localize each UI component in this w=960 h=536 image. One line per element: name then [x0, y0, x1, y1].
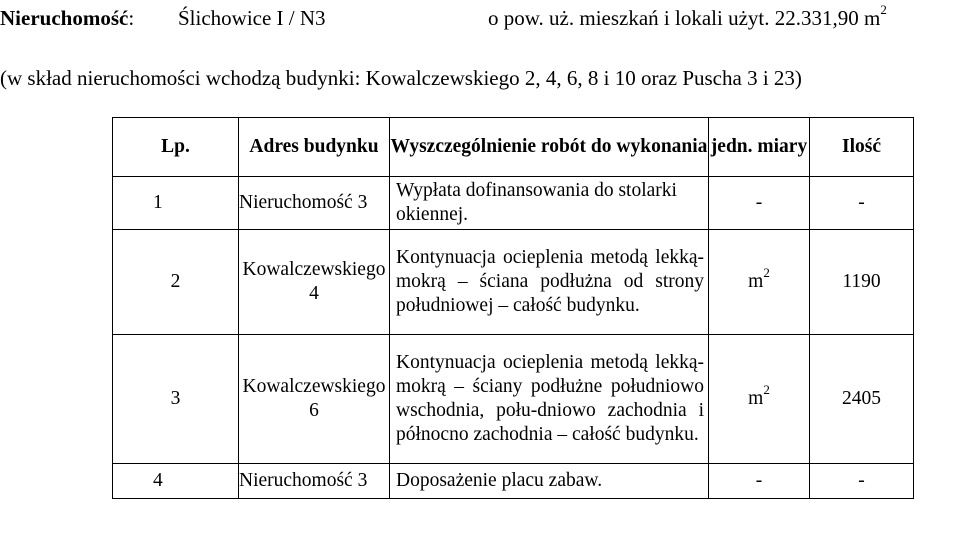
table-row	[113, 464, 914, 499]
row-address: Kowalczewskiego 4	[239, 230, 390, 335]
row-lp: 2	[113, 230, 239, 335]
property-label: Nieruchomość:	[0, 6, 135, 30]
buildings-composition: (w skład nieruchomości wchodzą budynki: Kowalczewskiego 2, 4, 6, 8 i 10 oraz Puscha 3 i 23)	[0, 66, 802, 90]
row-unit: $m^2$	[709, 335, 810, 464]
row-lp: 1	[113, 177, 239, 230]
header-lp: Lp.	[113, 118, 239, 177]
property-name: Ślichowice I / N3	[178, 6, 326, 30]
row-quantity: 2405	[810, 335, 914, 464]
row-quantity: -	[810, 177, 914, 230]
row-quantity: -	[810, 464, 914, 499]
row-quantity: 1190	[810, 230, 914, 335]
row-address: Nieruchomość 3	[239, 177, 390, 230]
row-address: Nieruchomość 3	[239, 464, 390, 499]
header-quantity: Ilość	[810, 118, 914, 177]
row-unit: -	[709, 464, 810, 499]
row-unit: -	[709, 177, 810, 230]
header-address: Adres budynku	[239, 118, 390, 177]
header-description: Wyszczególnienie robót do wykonania	[390, 118, 709, 177]
row-description: Doposażenie placu zabaw.	[390, 464, 709, 499]
row-lp: 3	[113, 335, 239, 464]
works-table	[112, 117, 914, 499]
row-description: Kontynuacja ocieplenia metodą lekką-mokrą – ściany podłużne południowo wschodnia, połu-dniowo zachodnia i północno zachodnia – całość budynku.	[390, 335, 709, 464]
row-lp: 4	[113, 464, 239, 499]
row-description: Wypłata dofinansowania do stolarki okiennej.	[390, 177, 709, 230]
row-address: Kowalczewskiego 6	[239, 335, 390, 464]
table-row	[113, 177, 914, 230]
table-row	[113, 335, 914, 464]
table-header-row	[113, 118, 914, 177]
row-description: Kontynuacja ocieplenia metodą lekką-mokrą – ściana podłużna od strony południowej – całość budynku.	[390, 230, 709, 335]
row-unit: $m^2$	[709, 230, 810, 335]
header-unit: jedn. miary	[709, 118, 810, 177]
table-row	[113, 230, 914, 335]
property-area: o pow. uż. mieszkań i lokali użyt. 22.331,90 $m^2$	[488, 2, 887, 30]
